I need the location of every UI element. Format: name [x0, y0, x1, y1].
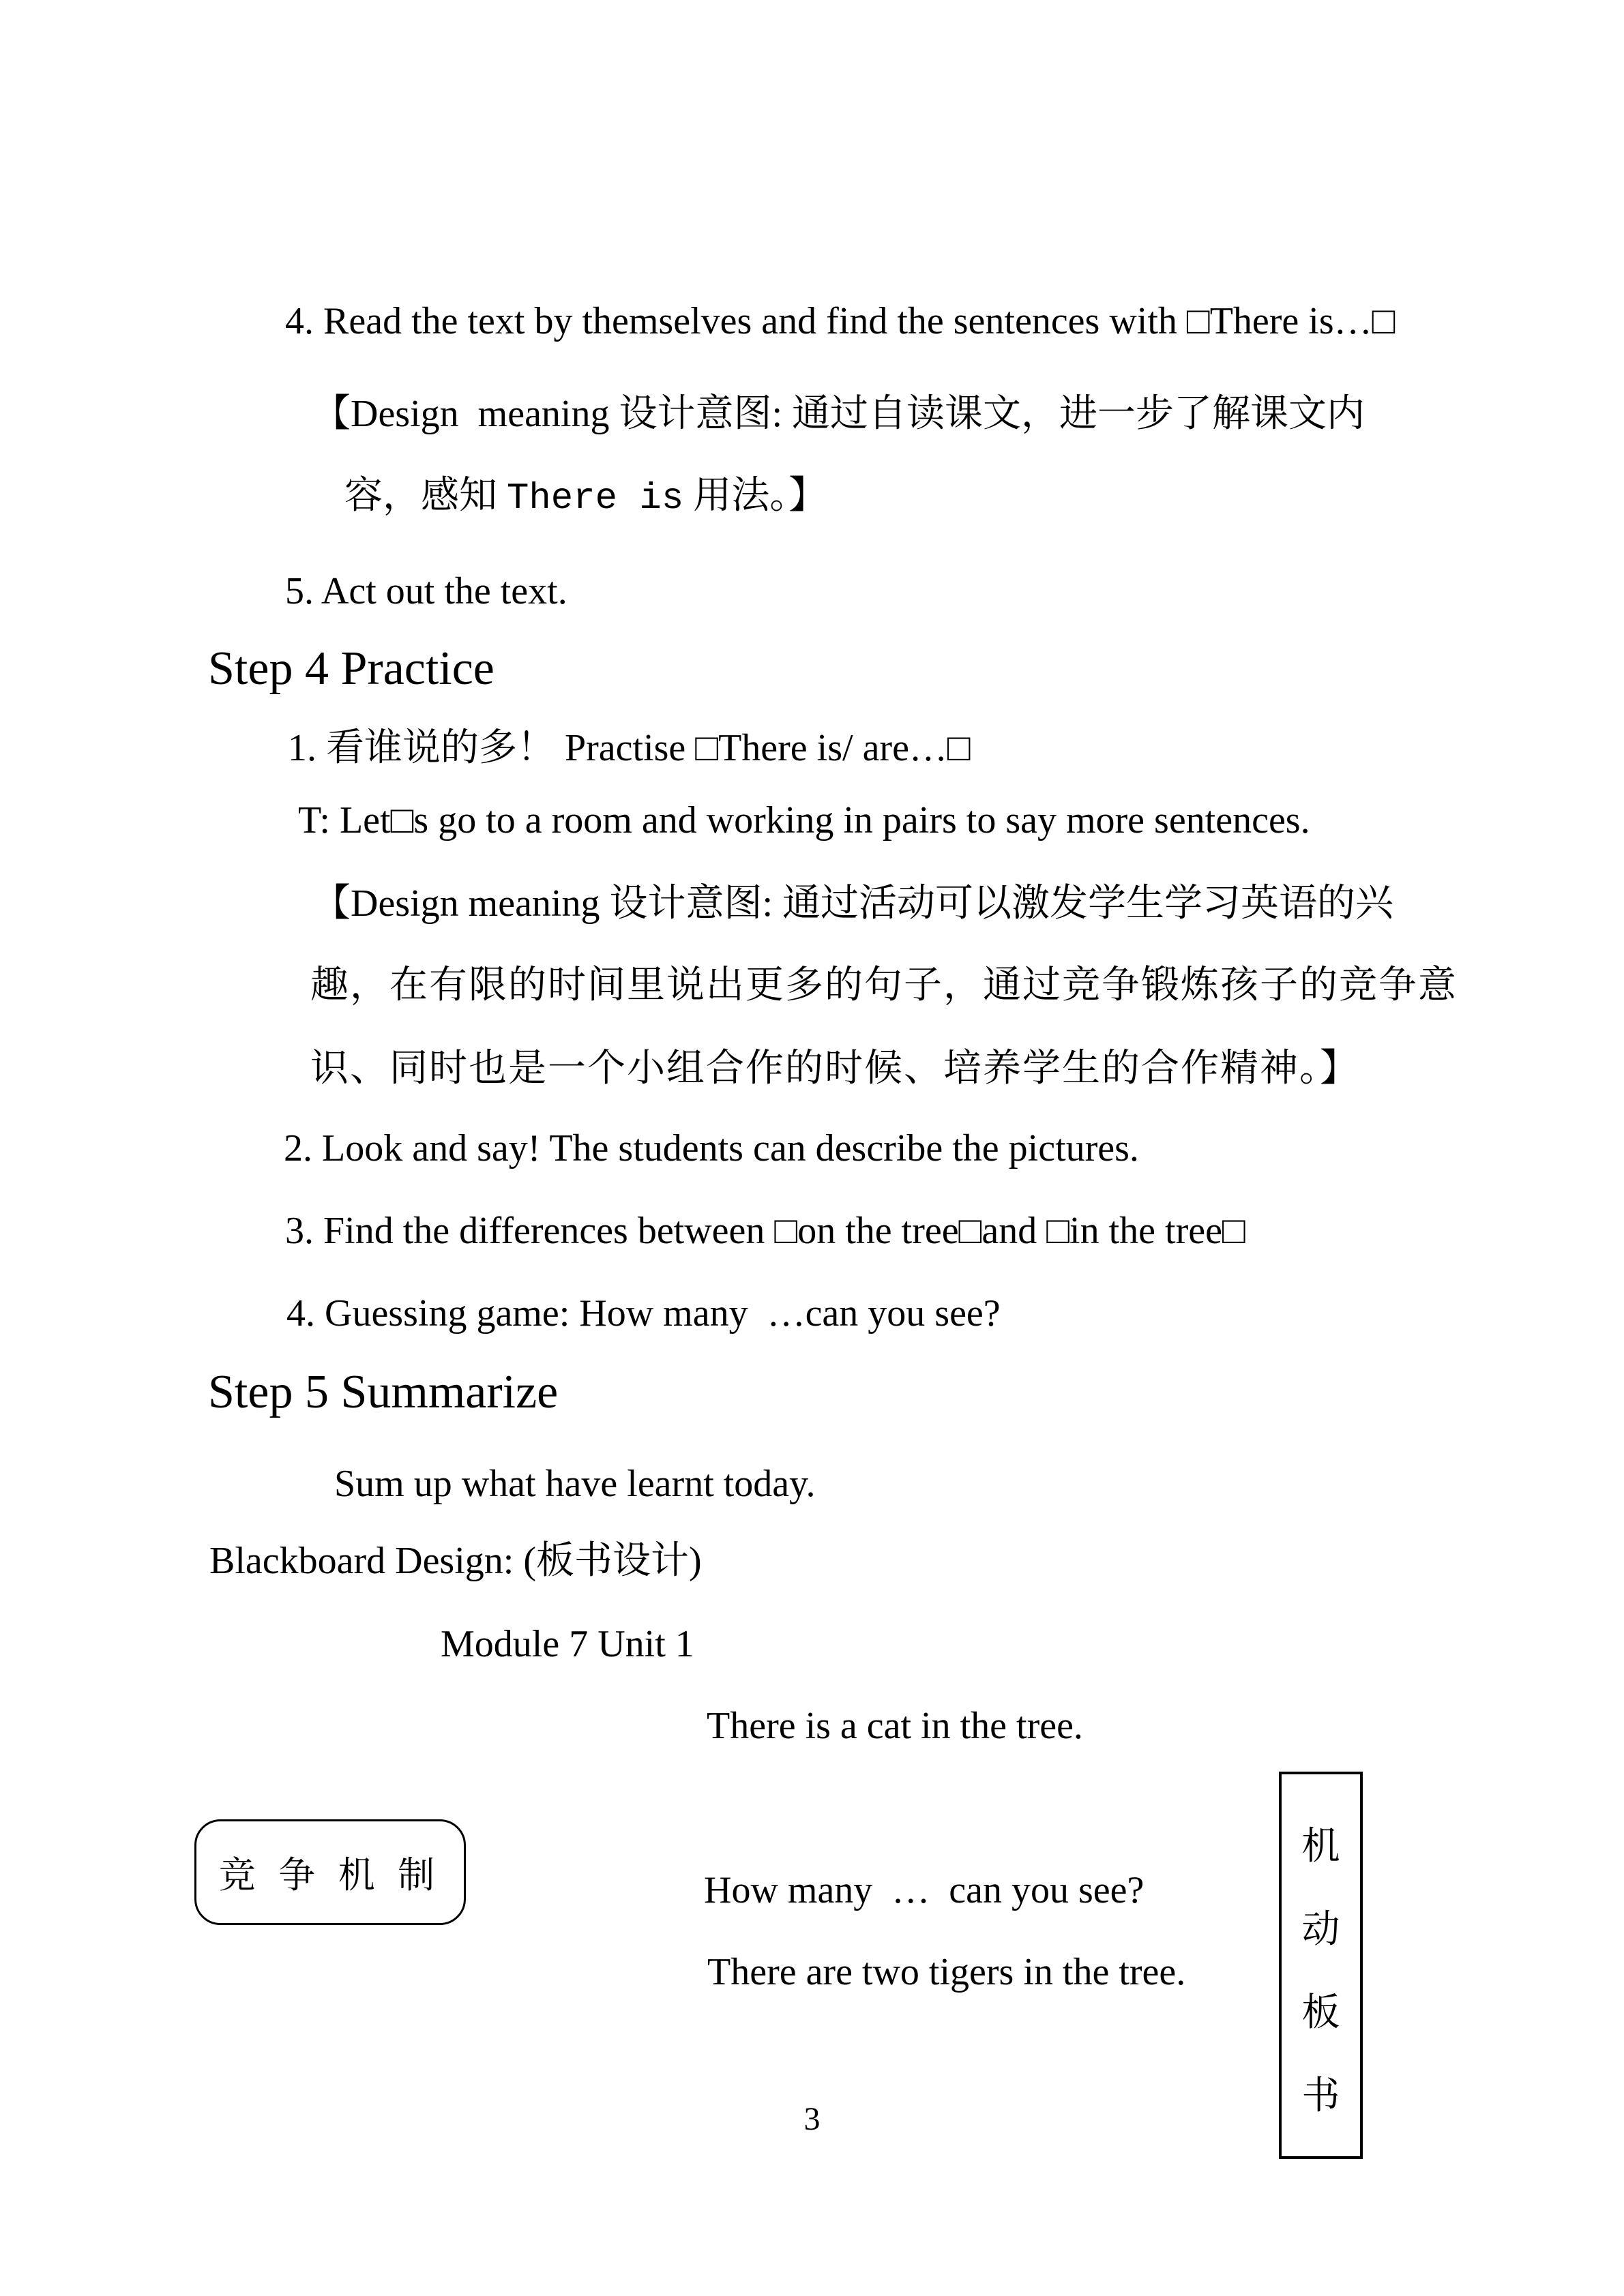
- board-sentence-how-many: How many … can you see?: [704, 1869, 1145, 1911]
- competition-mechanism-box: [194, 1819, 466, 1925]
- design-intent-2-line-3: 识、同时也是一个小组合作的时候、培养学生的合作精神。】: [310, 1047, 1359, 1090]
- design-intent-1-line-2-mono-phrase: There is: [507, 478, 684, 520]
- board-sentence-two-tigers: There are two tigers in the tree.: [707, 1951, 1186, 1993]
- practice-item-1: 1. 看谁说的多！ Practise □There is/ are…□: [288, 727, 971, 769]
- side-box-char-4: 书: [1301, 2075, 1340, 2117]
- side-box-char-3: 板: [1301, 1992, 1340, 2034]
- module-title: Module 7 Unit 1: [441, 1623, 694, 1665]
- design-intent-2-line-1: 【Design meaning 设计意图: 通过活动可以激发学生学习英语的兴: [312, 882, 1394, 925]
- design-intent-1-line-2: [344, 476, 827, 519]
- side-box-char-2: 动: [1301, 1909, 1340, 1951]
- summarize-line: Sum up what have learnt today.: [334, 1463, 816, 1505]
- design-intent-1-line-2-pre: 容，感知: [344, 475, 507, 517]
- design-intent-2-line-2: 趣，在有限的时间里说出更多的句子，通过竞争锻炼孩子的竞争意: [310, 964, 1458, 1007]
- practice-item-2: 2. Look and say! The students can describe the pictures.: [284, 1127, 1139, 1169]
- practice-item-act-out: 5. Act out the text.: [285, 570, 567, 612]
- design-intent-1-line-2-post: 用法。】: [683, 475, 827, 517]
- page-number: 3: [803, 2101, 821, 2137]
- competition-mechanism-label: 竞 争 机 制: [218, 1855, 442, 1896]
- side-box-char-1: 机: [1301, 1825, 1340, 1868]
- board-sentence-there-is-cat: There is a cat in the tree.: [707, 1705, 1083, 1747]
- practice-item-read-text: 4. Read the text by themselves and find the sentences with □There is…□: [285, 300, 1396, 342]
- design-intent-1-line-1: 【Design meaning 设计意图: 通过自读课文，进一步了解课文内: [312, 393, 1365, 435]
- step-5-heading: Step 5 Summarize: [208, 1366, 559, 1418]
- practice-item-4: 4. Guessing game: How many …can you see?: [286, 1292, 1001, 1335]
- teacher-instruction-line: T: Let□s go to a room and working in pairs to say more sentences.: [298, 799, 1310, 841]
- step-4-heading: Step 4 Practice: [208, 642, 494, 695]
- blackboard-design-heading: Blackboard Design: (板书设计): [209, 1540, 702, 1582]
- practice-item-3: 3. Find the differences between □on the tree□and □in the tree□: [285, 1210, 1245, 1252]
